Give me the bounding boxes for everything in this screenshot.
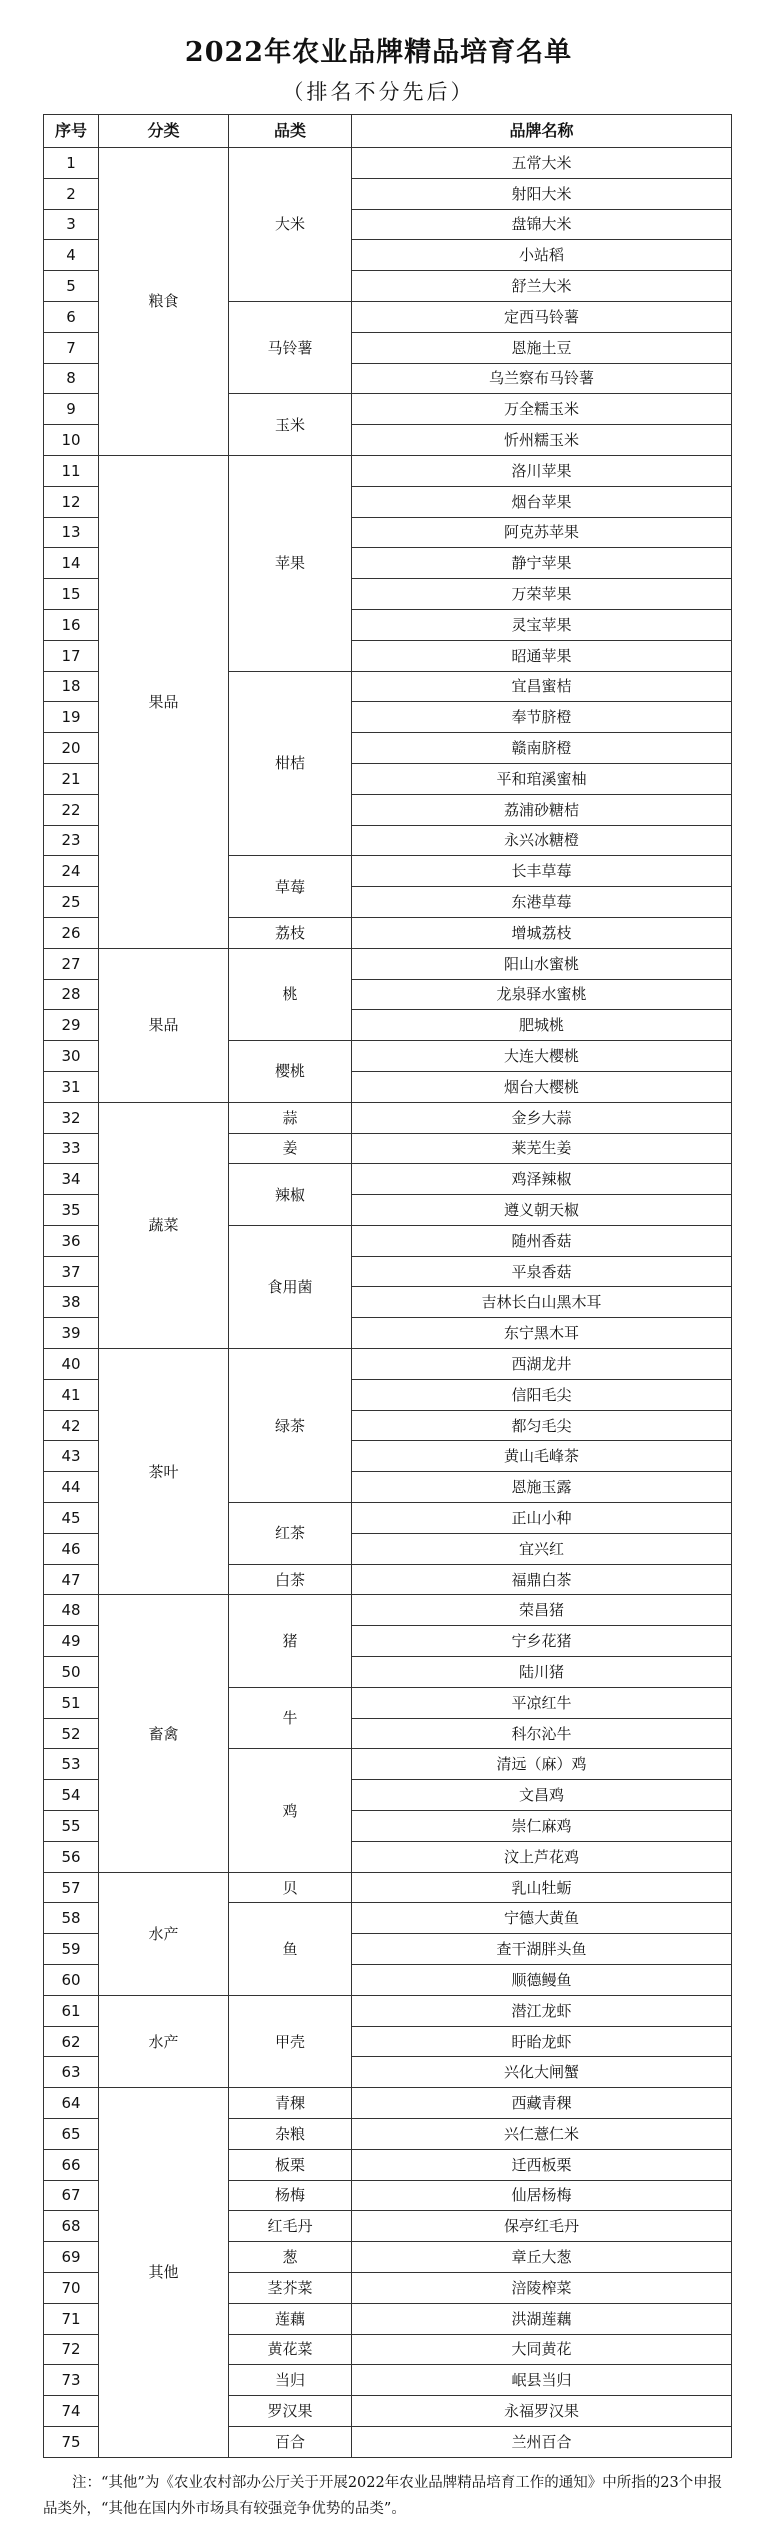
row-number: 69 <box>44 2242 99 2273</box>
table-row <box>44 455 732 486</box>
header-brand: 品牌名称 <box>352 115 732 148</box>
row-number: 9 <box>44 394 99 425</box>
row-number: 50 <box>44 1657 99 1688</box>
brand-name-cell: 肥城桃 <box>352 1010 732 1041</box>
variety-cell: 莲藕 <box>229 2303 352 2334</box>
row-number: 64 <box>44 2088 99 2119</box>
brand-name-cell: 洛川苹果 <box>352 455 732 486</box>
row-number: 66 <box>44 2149 99 2180</box>
row-number: 24 <box>44 856 99 887</box>
category-cell: 水产 <box>99 1995 229 2087</box>
row-number: 35 <box>44 1195 99 1226</box>
variety-cell: 辣椒 <box>229 1164 352 1226</box>
brand-name-cell: 五常大米 <box>352 148 732 179</box>
variety-cell: 甲壳 <box>229 1995 352 2087</box>
brand-name-cell: 忻州糯玉米 <box>352 425 732 456</box>
row-number: 22 <box>44 794 99 825</box>
category-cell: 粮食 <box>99 148 229 456</box>
brand-name-cell: 盘锦大米 <box>352 209 732 240</box>
brand-name-cell: 正山小种 <box>352 1503 732 1534</box>
brand-name-cell: 科尔沁牛 <box>352 1718 732 1749</box>
variety-cell: 杂粮 <box>229 2119 352 2150</box>
variety-cell: 食用菌 <box>229 1225 352 1348</box>
row-number: 54 <box>44 1780 99 1811</box>
brand-name-cell: 盱眙龙虾 <box>352 2026 732 2057</box>
variety-cell: 红茶 <box>229 1503 352 1565</box>
brand-table <box>43 114 732 2458</box>
row-number: 33 <box>44 1133 99 1164</box>
table-header-row <box>44 115 732 148</box>
brand-name-cell: 兴化大闸蟹 <box>352 2057 732 2088</box>
brand-name-cell: 定西马铃薯 <box>352 301 732 332</box>
brand-name-cell: 宁德大黄鱼 <box>352 1903 732 1934</box>
row-number: 68 <box>44 2211 99 2242</box>
row-number: 72 <box>44 2334 99 2365</box>
row-number: 74 <box>44 2396 99 2427</box>
brand-name-cell: 陆川猪 <box>352 1657 732 1688</box>
brand-name-cell: 荔浦砂糖桔 <box>352 794 732 825</box>
variety-cell: 绿茶 <box>229 1349 352 1503</box>
table-row <box>44 2088 732 2119</box>
row-number: 13 <box>44 517 99 548</box>
row-number: 12 <box>44 486 99 517</box>
category-cell: 蔬菜 <box>99 1102 229 1348</box>
brand-name-cell: 都匀毛尖 <box>352 1410 732 1441</box>
row-number: 19 <box>44 702 99 733</box>
brand-name-cell: 洪湖莲藕 <box>352 2303 732 2334</box>
variety-cell: 红毛丹 <box>229 2211 352 2242</box>
brand-name-cell: 大同黄花 <box>352 2334 732 2365</box>
row-number: 34 <box>44 1164 99 1195</box>
brand-name-cell: 鸡泽辣椒 <box>352 1164 732 1195</box>
row-number: 32 <box>44 1102 99 1133</box>
table-row <box>44 1595 732 1626</box>
row-number: 23 <box>44 825 99 856</box>
brand-name-cell: 龙泉驿水蜜桃 <box>352 979 732 1010</box>
brand-name-cell: 章丘大葱 <box>352 2242 732 2273</box>
page-subtitle: （排名不分先后） <box>282 80 475 104</box>
variety-cell: 樱桃 <box>229 1041 352 1103</box>
category-cell: 畜禽 <box>99 1595 229 1872</box>
brand-name-cell: 兰州百合 <box>352 2426 732 2457</box>
row-number: 70 <box>44 2272 99 2303</box>
brand-name-cell: 兴仁薏仁米 <box>352 2119 732 2150</box>
brand-name-cell: 查干湖胖头鱼 <box>352 1934 732 1965</box>
row-number: 59 <box>44 1934 99 1965</box>
brand-name-cell: 东宁黑木耳 <box>352 1318 732 1349</box>
variety-cell: 蒜 <box>229 1102 352 1133</box>
row-number: 47 <box>44 1564 99 1595</box>
brand-name-cell: 遵义朝天椒 <box>352 1195 732 1226</box>
row-number: 11 <box>44 455 99 486</box>
brand-name-cell: 文昌鸡 <box>352 1780 732 1811</box>
brand-name-cell: 金乡大蒜 <box>352 1102 732 1133</box>
row-number: 53 <box>44 1749 99 1780</box>
row-number: 43 <box>44 1441 99 1472</box>
row-number: 58 <box>44 1903 99 1934</box>
brand-name-cell: 舒兰大米 <box>352 271 732 302</box>
category-cell: 其他 <box>99 2088 229 2458</box>
brand-name-cell: 永福罗汉果 <box>352 2396 732 2427</box>
brand-name-cell: 大连大樱桃 <box>352 1041 732 1072</box>
brand-name-cell: 阿克苏苹果 <box>352 517 732 548</box>
brand-name-cell: 顺德鳗鱼 <box>352 1965 732 1996</box>
variety-cell: 玉米 <box>229 394 352 456</box>
row-number: 8 <box>44 363 99 394</box>
header-no: 序号 <box>44 115 99 148</box>
row-number: 26 <box>44 917 99 948</box>
row-number: 15 <box>44 579 99 610</box>
row-number: 21 <box>44 763 99 794</box>
brand-name-cell: 迁西板栗 <box>352 2149 732 2180</box>
brand-name-cell: 潜江龙虾 <box>352 1995 732 2026</box>
table-row <box>44 1102 732 1133</box>
variety-cell: 桃 <box>229 948 352 1040</box>
row-number: 42 <box>44 1410 99 1441</box>
variety-cell: 罗汉果 <box>229 2396 352 2427</box>
variety-cell: 茎芥菜 <box>229 2272 352 2303</box>
brand-name-cell: 增城荔枝 <box>352 917 732 948</box>
brand-name-cell: 万荣苹果 <box>352 579 732 610</box>
row-number: 44 <box>44 1472 99 1503</box>
variety-cell: 姜 <box>229 1133 352 1164</box>
brand-name-cell: 随州香菇 <box>352 1225 732 1256</box>
row-number: 37 <box>44 1256 99 1287</box>
variety-cell: 贝 <box>229 1872 352 1903</box>
brand-name-cell: 仙居杨梅 <box>352 2180 732 2211</box>
table-row <box>44 1872 732 1903</box>
row-number: 31 <box>44 1071 99 1102</box>
row-number: 29 <box>44 1010 99 1041</box>
row-number: 5 <box>44 271 99 302</box>
row-number: 46 <box>44 1533 99 1564</box>
row-number: 3 <box>44 209 99 240</box>
variety-cell: 柑桔 <box>229 671 352 856</box>
variety-cell: 杨梅 <box>229 2180 352 2211</box>
variety-cell: 葱 <box>229 2242 352 2273</box>
page-title: 2022年农业品牌精品培育名单 <box>184 37 573 68</box>
row-number: 18 <box>44 671 99 702</box>
variety-cell: 鱼 <box>229 1903 352 1995</box>
row-number: 73 <box>44 2365 99 2396</box>
variety-cell: 当归 <box>229 2365 352 2396</box>
brand-name-cell: 阳山水蜜桃 <box>352 948 732 979</box>
row-number: 75 <box>44 2426 99 2457</box>
row-number: 55 <box>44 1811 99 1842</box>
brand-name-cell: 平凉红牛 <box>352 1687 732 1718</box>
brand-name-cell: 长丰草莓 <box>352 856 732 887</box>
brand-name-cell: 射阳大米 <box>352 178 732 209</box>
brand-name-cell: 信阳毛尖 <box>352 1379 732 1410</box>
row-number: 61 <box>44 1995 99 2026</box>
row-number: 63 <box>44 2057 99 2088</box>
row-number: 40 <box>44 1349 99 1380</box>
row-number: 30 <box>44 1041 99 1072</box>
row-number: 57 <box>44 1872 99 1903</box>
brand-name-cell: 万全糯玉米 <box>352 394 732 425</box>
variety-cell: 草莓 <box>229 856 352 918</box>
brand-name-cell: 乳山牡蛎 <box>352 1872 732 1903</box>
brand-name-cell: 吉林长白山黑木耳 <box>352 1287 732 1318</box>
brand-name-cell: 烟台大樱桃 <box>352 1071 732 1102</box>
variety-cell: 黄花菜 <box>229 2334 352 2365</box>
brand-name-cell: 宜昌蜜桔 <box>352 671 732 702</box>
brand-name-cell: 小站稻 <box>352 240 732 271</box>
row-number: 49 <box>44 1626 99 1657</box>
row-number: 36 <box>44 1225 99 1256</box>
brand-name-cell: 宜兴红 <box>352 1533 732 1564</box>
row-number: 51 <box>44 1687 99 1718</box>
category-cell: 果品 <box>99 455 229 948</box>
row-number: 7 <box>44 332 99 363</box>
row-number: 60 <box>44 1965 99 1996</box>
brand-name-cell: 荣昌猪 <box>352 1595 732 1626</box>
header-category: 分类 <box>99 115 229 148</box>
brand-name-cell: 静宁苹果 <box>352 548 732 579</box>
variety-cell: 苹果 <box>229 455 352 671</box>
variety-cell: 牛 <box>229 1687 352 1749</box>
row-number: 52 <box>44 1718 99 1749</box>
variety-cell: 大米 <box>229 148 352 302</box>
row-number: 1 <box>44 148 99 179</box>
brand-name-cell: 奉节脐橙 <box>352 702 732 733</box>
brand-name-cell: 永兴冰糖橙 <box>352 825 732 856</box>
brand-name-cell: 黄山毛峰茶 <box>352 1441 732 1472</box>
row-number: 71 <box>44 2303 99 2334</box>
table-row <box>44 1349 732 1380</box>
row-number: 48 <box>44 1595 99 1626</box>
row-number: 45 <box>44 1503 99 1534</box>
brand-name-cell: 赣南脐橙 <box>352 733 732 764</box>
variety-cell: 鸡 <box>229 1749 352 1872</box>
row-number: 65 <box>44 2119 99 2150</box>
row-number: 10 <box>44 425 99 456</box>
brand-name-cell: 灵宝苹果 <box>352 609 732 640</box>
row-number: 25 <box>44 887 99 918</box>
brand-name-cell: 东港草莓 <box>352 887 732 918</box>
category-cell: 果品 <box>99 948 229 1102</box>
row-number: 38 <box>44 1287 99 1318</box>
brand-name-cell: 乌兰察布马铃薯 <box>352 363 732 394</box>
row-number: 41 <box>44 1379 99 1410</box>
brand-name-cell: 清远（麻）鸡 <box>352 1749 732 1780</box>
brand-name-cell: 西湖龙井 <box>352 1349 732 1380</box>
row-number: 39 <box>44 1318 99 1349</box>
table-row <box>44 148 732 179</box>
variety-cell: 猪 <box>229 1595 352 1687</box>
brand-name-cell: 平泉香菇 <box>352 1256 732 1287</box>
row-number: 27 <box>44 948 99 979</box>
row-number: 2 <box>44 178 99 209</box>
category-cell: 茶叶 <box>99 1349 229 1595</box>
row-number: 17 <box>44 640 99 671</box>
table-row <box>44 948 732 979</box>
brand-name-cell: 岷县当归 <box>352 2365 732 2396</box>
category-cell: 水产 <box>99 1872 229 1995</box>
footnote: 注：“其他”为《农业农村部办公厅关于开展2022年农业品牌精品培育工作的通知》中所指的23个申报品类外，“其他在国内外市场具有较强竞争优势的品类”。 <box>43 2475 723 2517</box>
row-number: 56 <box>44 1841 99 1872</box>
brand-name-cell: 恩施玉露 <box>352 1472 732 1503</box>
brand-name-cell: 福鼎白茶 <box>352 1564 732 1595</box>
variety-cell: 马铃薯 <box>229 301 352 393</box>
header-variety: 品类 <box>229 115 352 148</box>
brand-name-cell: 昭通苹果 <box>352 640 732 671</box>
row-number: 6 <box>44 301 99 332</box>
brand-name-cell: 汶上芦花鸡 <box>352 1841 732 1872</box>
variety-cell: 百合 <box>229 2426 352 2457</box>
row-number: 20 <box>44 733 99 764</box>
variety-cell: 青稞 <box>229 2088 352 2119</box>
brand-name-cell: 平和琯溪蜜柚 <box>352 763 732 794</box>
table-row <box>44 1995 732 2026</box>
row-number: 14 <box>44 548 99 579</box>
table-body <box>44 148 732 2458</box>
brand-name-cell: 莱芜生姜 <box>352 1133 732 1164</box>
brand-name-cell: 保亭红毛丹 <box>352 2211 732 2242</box>
brand-name-cell: 烟台苹果 <box>352 486 732 517</box>
brand-name-cell: 涪陵榨菜 <box>352 2272 732 2303</box>
variety-cell: 白茶 <box>229 1564 352 1595</box>
row-number: 28 <box>44 979 99 1010</box>
variety-cell: 荔枝 <box>229 917 352 948</box>
row-number: 67 <box>44 2180 99 2211</box>
row-number: 16 <box>44 609 99 640</box>
variety-cell: 板栗 <box>229 2149 352 2180</box>
row-number: 62 <box>44 2026 99 2057</box>
brand-name-cell: 恩施土豆 <box>352 332 732 363</box>
brand-name-cell: 西藏青稞 <box>352 2088 732 2119</box>
row-number: 4 <box>44 240 99 271</box>
brand-name-cell: 崇仁麻鸡 <box>352 1811 732 1842</box>
brand-name-cell: 宁乡花猪 <box>352 1626 732 1657</box>
